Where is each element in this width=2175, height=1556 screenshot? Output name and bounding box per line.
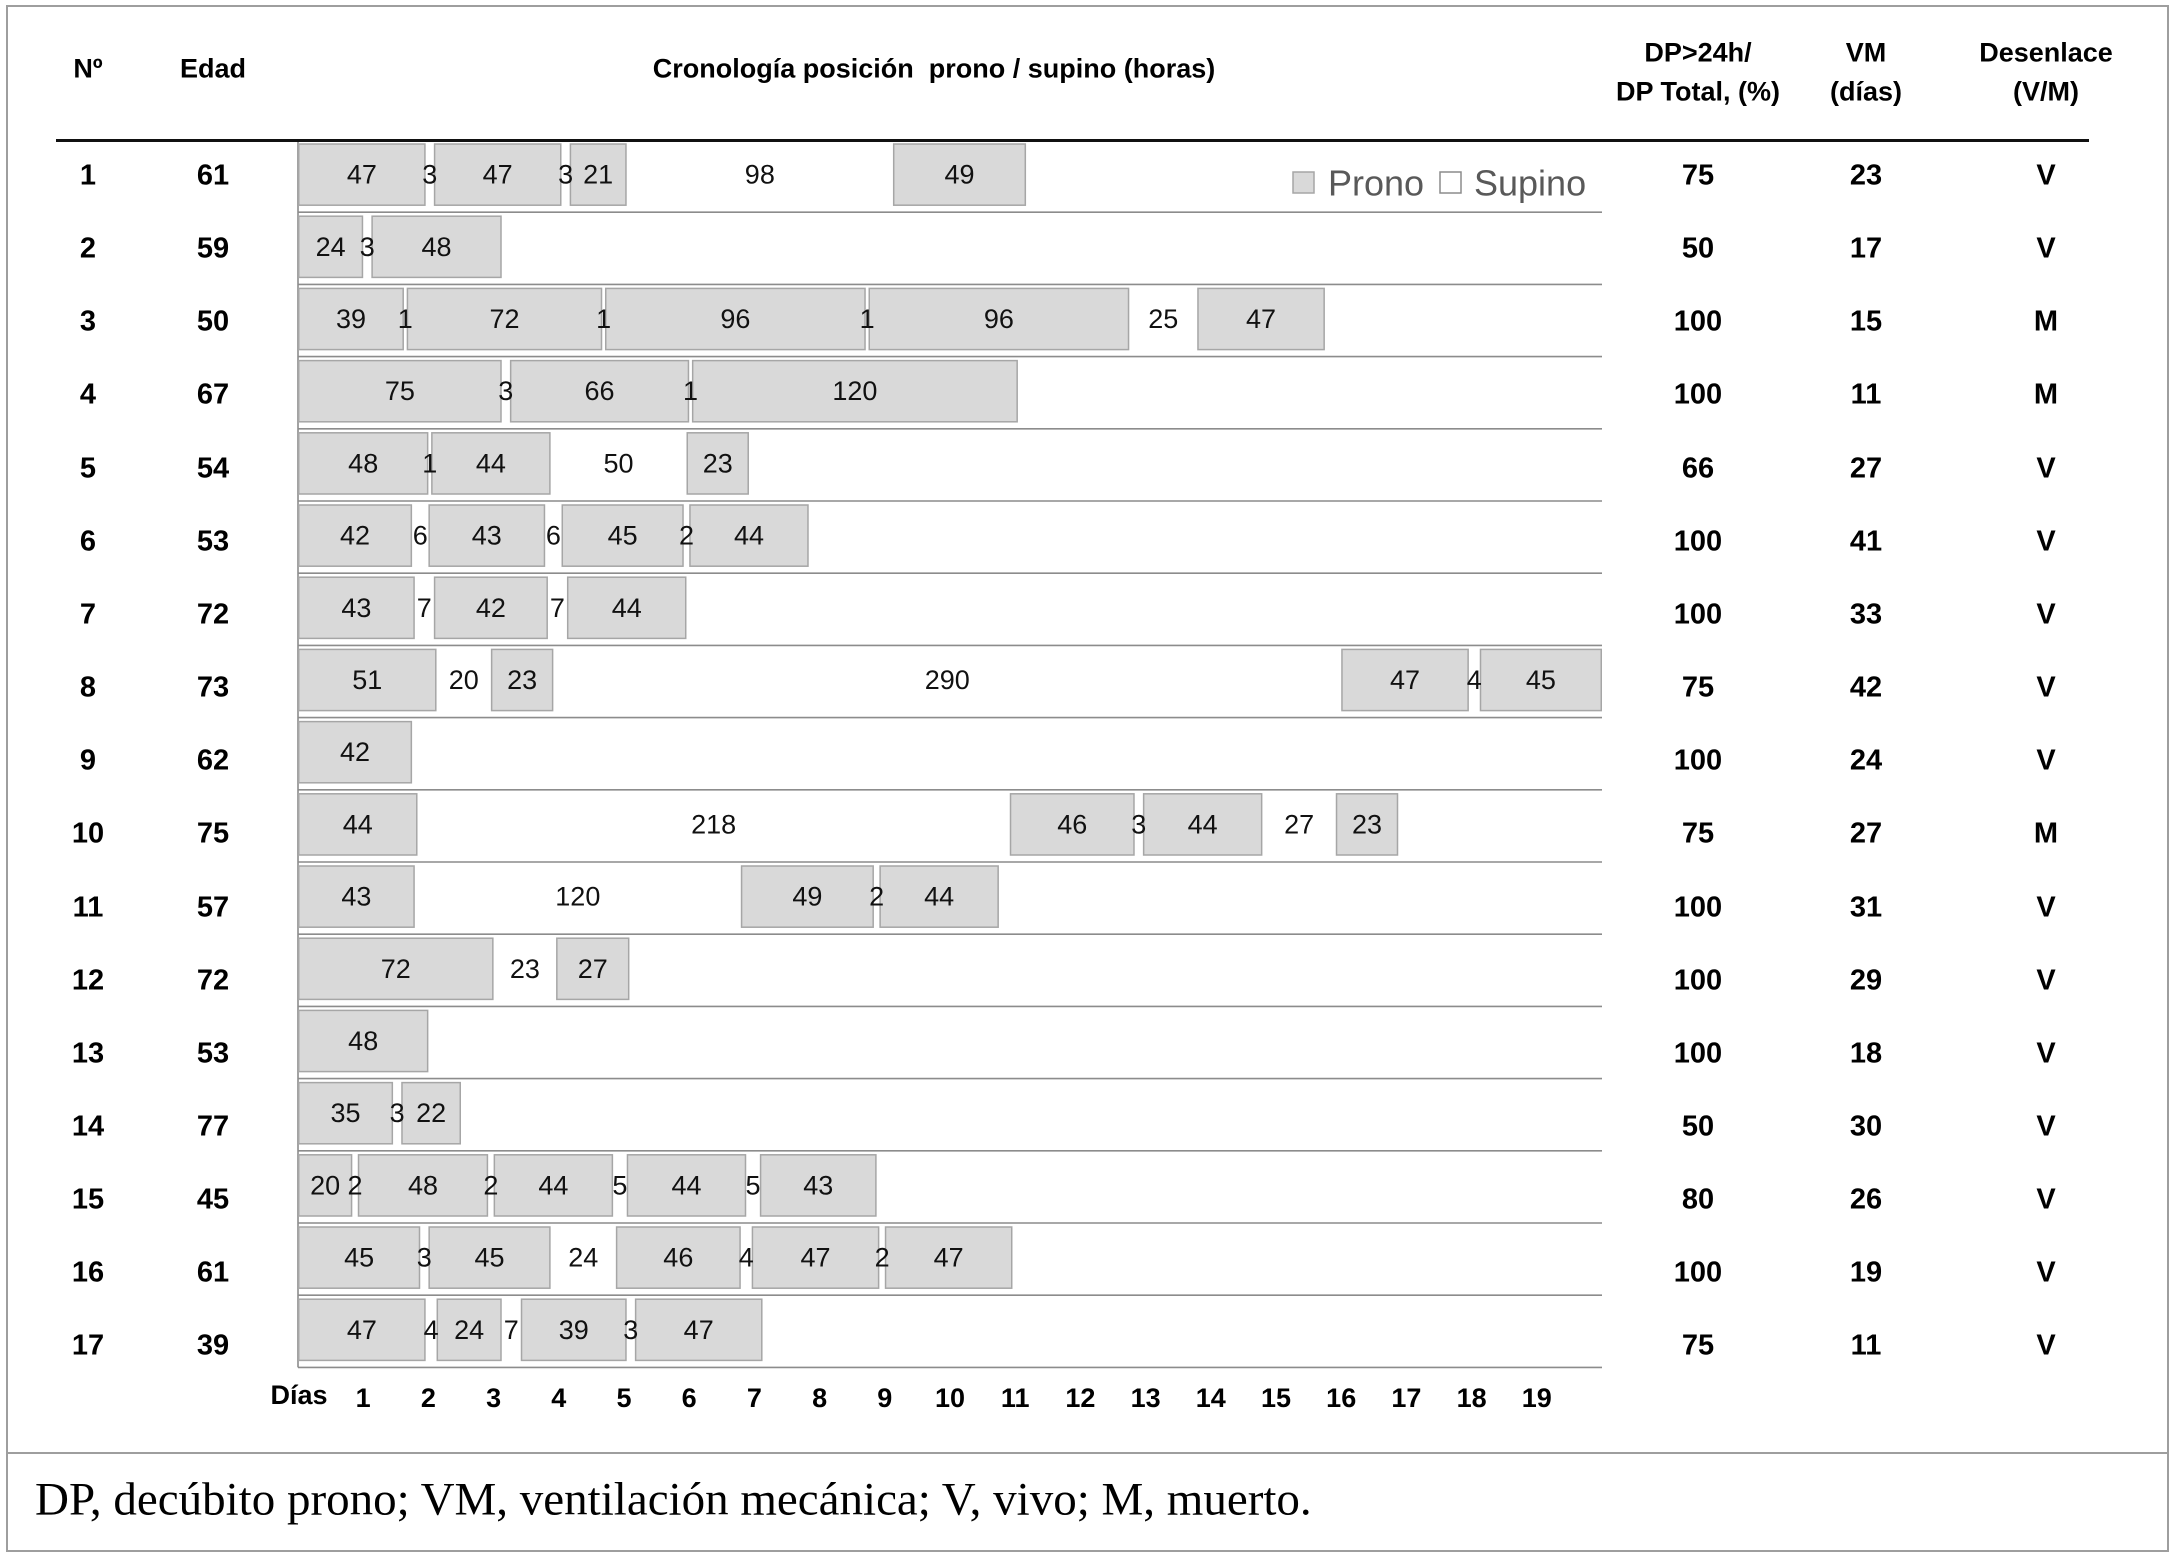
x-tick-label: 17 xyxy=(1391,1383,1422,1413)
cell-edad: 77 xyxy=(196,1110,230,1143)
legend-prono-label: Prono xyxy=(1328,162,1425,204)
segment-hours-label: 44 xyxy=(671,1170,702,1201)
segment-hours-label: 43 xyxy=(803,1170,834,1201)
header-n: Nº xyxy=(73,53,103,84)
segment-hours-label: 44 xyxy=(1187,809,1218,840)
cell-vm-dias: 33 xyxy=(1849,598,1883,631)
segment-hours-label: 47 xyxy=(933,1242,964,1273)
segment-hours-label: 47 xyxy=(482,159,513,190)
cell-edad: 53 xyxy=(196,525,230,558)
cell-edad: 73 xyxy=(196,671,230,704)
x-tick-label: 13 xyxy=(1130,1383,1161,1413)
segment-hours-label: 49 xyxy=(944,159,975,190)
segment-hours-label: 3 xyxy=(558,159,574,190)
header-dp-line1: DP>24h/ xyxy=(1644,37,1752,68)
cell-desenlace: V xyxy=(2036,525,2056,558)
segment-hours-label: 5 xyxy=(745,1170,761,1201)
segment-hours-label: 44 xyxy=(342,809,373,840)
segment-hours-label: 42 xyxy=(475,592,506,623)
segment-hours-label: 72 xyxy=(489,304,520,334)
cell-desenlace: V xyxy=(2036,159,2056,192)
segment-hours-label: 44 xyxy=(733,520,764,551)
cell-dp-pct: 66 xyxy=(1681,452,1715,485)
segment-hours-label: 2 xyxy=(869,881,885,912)
cell-edad: 72 xyxy=(196,598,230,631)
cell-edad: 75 xyxy=(196,817,230,850)
segment-hours-label: 75 xyxy=(384,376,415,407)
cell-vm-dias: 23 xyxy=(1849,159,1883,192)
chart-title: Cronología posición prono / supino (horas) xyxy=(652,53,1216,84)
x-tick-label: 6 xyxy=(681,1383,697,1413)
segment-hours-label: 23 xyxy=(1351,809,1383,840)
segment-hours-label: 48 xyxy=(407,1170,438,1201)
segment-hours-label: 35 xyxy=(330,1098,361,1129)
cell-desenlace: V xyxy=(2036,744,2056,777)
segment-hours-label: 47 xyxy=(346,1314,377,1345)
legend-supino-swatch xyxy=(1440,172,1461,193)
cell-vm-dias: 11 xyxy=(1850,1329,1882,1362)
cell-dp-pct: 75 xyxy=(1681,159,1715,192)
segment-hours-label: 4 xyxy=(738,1242,754,1273)
segment-hours-label: 25 xyxy=(1148,304,1179,334)
cell-vm-dias: 24 xyxy=(1849,744,1883,777)
x-tick-label: 18 xyxy=(1456,1383,1487,1413)
segment-hours-label: 3 xyxy=(498,376,514,407)
cell-n: 15 xyxy=(71,1183,105,1216)
segment-hours-label: 45 xyxy=(1525,665,1556,695)
cell-n: 13 xyxy=(71,1037,105,1070)
footnote: DP, decúbito prono; VM, ventilación mecánica; V, vivo; M, muerto. xyxy=(35,1473,1312,1526)
cell-vm-dias: 31 xyxy=(1849,891,1883,923)
header-desenlace-line1: Desenlace xyxy=(1979,37,2113,68)
segment-hours-label: 27 xyxy=(577,953,608,984)
cell-desenlace: M xyxy=(2033,305,2059,338)
segment-hours-label: 47 xyxy=(346,159,377,190)
segment-hours-label: 72 xyxy=(380,953,411,984)
cell-vm-dias: 29 xyxy=(1849,964,1883,997)
cell-edad: 50 xyxy=(196,305,230,338)
segment-hours-label: 3 xyxy=(389,1098,405,1129)
cell-n: 10 xyxy=(71,817,105,850)
cell-edad: 39 xyxy=(196,1329,230,1362)
x-tick-label: 16 xyxy=(1326,1383,1357,1413)
cell-dp-pct: 100 xyxy=(1673,598,1723,631)
segment-hours-label: 48 xyxy=(421,231,452,262)
cell-desenlace: V xyxy=(2036,1183,2056,1216)
segment-hours-label: 24 xyxy=(568,1242,599,1273)
footnote-divider xyxy=(6,1452,2169,1454)
segment-hours-label: 4 xyxy=(1466,665,1482,695)
cell-n: 2 xyxy=(79,232,97,265)
segment-hours-label: 24 xyxy=(315,231,346,262)
segment-hours-label: 1 xyxy=(397,304,413,334)
cell-vm-dias: 27 xyxy=(1849,817,1883,850)
segment-hours-label: 49 xyxy=(792,881,823,912)
segment-hours-label: 23 xyxy=(702,448,733,479)
segment-hours-label: 96 xyxy=(983,304,1014,334)
cell-edad: 45 xyxy=(196,1183,230,1216)
cell-desenlace: V xyxy=(2036,671,2056,704)
segment-hours-label: 51 xyxy=(352,665,383,695)
segment-hours-label: 4 xyxy=(423,1314,439,1345)
x-tick-label: 9 xyxy=(877,1383,893,1413)
cell-edad: 67 xyxy=(196,378,230,411)
x-tick-label: 3 xyxy=(486,1383,502,1413)
cell-dp-pct: 50 xyxy=(1681,232,1715,265)
cell-dp-pct: 100 xyxy=(1673,525,1723,558)
cell-n: 16 xyxy=(71,1256,105,1289)
cell-edad: 72 xyxy=(196,964,230,997)
x-tick-label: 14 xyxy=(1195,1383,1226,1413)
header-vm-line2: (días) xyxy=(1829,76,1903,107)
segment-hours-label: 23 xyxy=(509,953,540,984)
segment-hours-label: 43 xyxy=(341,592,372,623)
header-desenlace-line2: (V/M) xyxy=(2013,76,2079,107)
segment-hours-label: 96 xyxy=(720,304,751,334)
cell-n: 8 xyxy=(79,671,97,704)
cell-dp-pct: 100 xyxy=(1673,891,1723,923)
x-tick-label: 11 xyxy=(1000,1383,1030,1413)
segment-hours-label: 48 xyxy=(348,448,379,479)
segment-hours-label: 43 xyxy=(471,520,502,551)
cell-edad: 61 xyxy=(196,159,230,192)
segment-hours-label: 290 xyxy=(924,665,970,695)
cell-n: 1 xyxy=(79,159,97,192)
segment-hours-label: 2 xyxy=(874,1242,890,1273)
cell-dp-pct: 50 xyxy=(1681,1110,1715,1143)
segment-hours-label: 48 xyxy=(348,1026,379,1056)
cell-edad: 61 xyxy=(196,1256,230,1289)
cell-desenlace: V xyxy=(2036,452,2056,485)
cell-vm-dias: 30 xyxy=(1849,1110,1883,1143)
cell-vm-dias: 11 xyxy=(1850,378,1882,411)
cell-vm-dias: 42 xyxy=(1849,671,1883,704)
segment-hours-label: 27 xyxy=(1284,809,1315,840)
cell-edad: 59 xyxy=(196,232,230,265)
cell-desenlace: V xyxy=(2036,598,2056,631)
cell-desenlace: M xyxy=(2033,378,2059,411)
segment-hours-label: 46 xyxy=(1057,809,1088,840)
segment-hours-label: 3 xyxy=(422,159,438,190)
segment-hours-label: 43 xyxy=(341,881,372,912)
segment-hours-label: 20 xyxy=(310,1170,341,1201)
cell-desenlace: V xyxy=(2036,232,2056,265)
cell-vm-dias: 17 xyxy=(1849,232,1883,265)
cell-n: 4 xyxy=(79,378,97,411)
segment-hours-label: 7 xyxy=(549,592,565,623)
cell-edad: 57 xyxy=(196,891,230,923)
x-tick-label: 12 xyxy=(1065,1383,1096,1413)
segment-hours-label: 120 xyxy=(832,376,878,407)
header-rule xyxy=(56,139,2089,142)
segment-hours-label: 7 xyxy=(416,592,432,623)
cell-dp-pct: 100 xyxy=(1673,1037,1723,1070)
cell-dp-pct: 100 xyxy=(1673,305,1723,338)
segment-hours-label: 6 xyxy=(412,520,428,551)
cell-dp-pct: 100 xyxy=(1673,744,1723,777)
segment-hours-label: 45 xyxy=(607,520,638,551)
segment-hours-label: 3 xyxy=(1131,809,1147,840)
header-vm-line1: VM xyxy=(1845,37,1887,68)
cell-dp-pct: 75 xyxy=(1681,671,1715,704)
segment-hours-label: 44 xyxy=(924,881,955,912)
segment-hours-label: 21 xyxy=(583,159,614,190)
cell-desenlace: V xyxy=(2036,1256,2056,1289)
cell-edad: 54 xyxy=(196,452,230,485)
cell-vm-dias: 15 xyxy=(1849,305,1883,338)
segment-hours-label: 218 xyxy=(691,809,737,840)
segment-hours-label: 120 xyxy=(555,881,601,912)
segment-hours-label: 98 xyxy=(744,159,775,190)
cell-dp-pct: 100 xyxy=(1673,964,1723,997)
segment-hours-label: 5 xyxy=(612,1170,628,1201)
segment-hours-label: 3 xyxy=(416,1242,432,1273)
segment-hours-label: 7 xyxy=(503,1314,519,1345)
cell-n: 7 xyxy=(79,598,97,631)
x-tick-label: 10 xyxy=(934,1383,966,1413)
segment-hours-label: 1 xyxy=(683,376,699,407)
legend-supino-label: Supino xyxy=(1474,162,1587,204)
segment-hours-label: 3 xyxy=(623,1314,639,1345)
x-tick-label: 15 xyxy=(1260,1383,1292,1413)
x-tick-label: 7 xyxy=(746,1383,762,1413)
cell-n: 6 xyxy=(79,525,97,558)
header-dp-line2: DP Total, (%) xyxy=(1615,76,1781,107)
x-tick-label: 8 xyxy=(812,1383,828,1413)
segment-hours-label: 45 xyxy=(474,1242,505,1273)
segment-hours-label: 44 xyxy=(538,1170,569,1201)
cell-dp-pct: 80 xyxy=(1681,1183,1715,1216)
segment-hours-label: 44 xyxy=(475,448,506,479)
segment-hours-label: 42 xyxy=(340,737,371,768)
segment-hours-label: 42 xyxy=(340,520,371,551)
cell-desenlace: M xyxy=(2033,817,2059,850)
cell-desenlace: V xyxy=(2036,1329,2056,1362)
segment-hours-label: 22 xyxy=(416,1098,447,1129)
x-tick-label: 19 xyxy=(1521,1383,1552,1413)
segment-hours-label: 2 xyxy=(347,1170,363,1201)
header-edad: Edad xyxy=(179,53,247,84)
x-axis-label: Días xyxy=(270,1380,328,1410)
segment-hours-label: 1 xyxy=(859,304,875,334)
cell-desenlace: V xyxy=(2036,964,2056,997)
cell-n: 5 xyxy=(79,452,97,485)
cell-n: 12 xyxy=(71,964,105,997)
segment-hours-label: 3 xyxy=(359,231,375,262)
segment-hours-label: 47 xyxy=(1246,304,1277,334)
cell-edad: 53 xyxy=(196,1037,230,1070)
cell-dp-pct: 75 xyxy=(1681,817,1715,850)
cell-desenlace: V xyxy=(2036,1110,2056,1143)
segment-hours-label: 23 xyxy=(507,665,538,695)
segment-hours-label: 2 xyxy=(483,1170,499,1201)
segment-hours-label: 2 xyxy=(678,520,694,551)
segment-hours-label: 45 xyxy=(344,1242,375,1273)
segment-hours-label: 39 xyxy=(558,1314,589,1345)
x-tick-label: 1 xyxy=(355,1383,371,1413)
cell-vm-dias: 26 xyxy=(1849,1183,1883,1216)
segment-hours-label: 6 xyxy=(545,520,561,551)
segment-hours-label: 44 xyxy=(611,592,642,623)
segment-hours-label: 46 xyxy=(663,1242,694,1273)
segment-hours-label: 20 xyxy=(448,665,479,695)
cell-desenlace: V xyxy=(2036,891,2056,923)
cell-vm-dias: 19 xyxy=(1849,1256,1883,1289)
cell-vm-dias: 27 xyxy=(1849,452,1883,485)
segment-hours-label: 1 xyxy=(596,304,612,334)
segment-hours-label: 47 xyxy=(800,1242,831,1273)
cell-dp-pct: 100 xyxy=(1673,378,1723,411)
cell-n: 14 xyxy=(71,1110,105,1143)
cell-dp-pct: 75 xyxy=(1681,1329,1715,1362)
x-tick-label: 5 xyxy=(616,1383,632,1413)
x-tick-label: 2 xyxy=(420,1383,436,1413)
segment-hours-label: 47 xyxy=(683,1314,714,1345)
segment-hours-label: 50 xyxy=(603,448,634,479)
cell-n: 3 xyxy=(79,305,97,338)
cell-n: 17 xyxy=(71,1329,105,1362)
cell-n: 11 xyxy=(72,891,104,923)
x-tick-label: 4 xyxy=(551,1383,567,1413)
segment-hours-label: 66 xyxy=(584,376,615,407)
cell-edad: 62 xyxy=(196,744,230,777)
cell-dp-pct: 100 xyxy=(1673,1256,1723,1289)
cell-desenlace: V xyxy=(2036,1037,2056,1070)
segment-hours-label: 24 xyxy=(454,1314,485,1345)
segment-hours-label: 47 xyxy=(1390,665,1421,695)
cell-vm-dias: 18 xyxy=(1849,1037,1883,1070)
segment-hours-label: 39 xyxy=(335,304,366,334)
cell-vm-dias: 41 xyxy=(1849,525,1883,558)
segment-hours-label: 1 xyxy=(422,448,438,479)
cell-n: 9 xyxy=(79,744,97,777)
legend-prono-swatch xyxy=(1293,172,1314,193)
